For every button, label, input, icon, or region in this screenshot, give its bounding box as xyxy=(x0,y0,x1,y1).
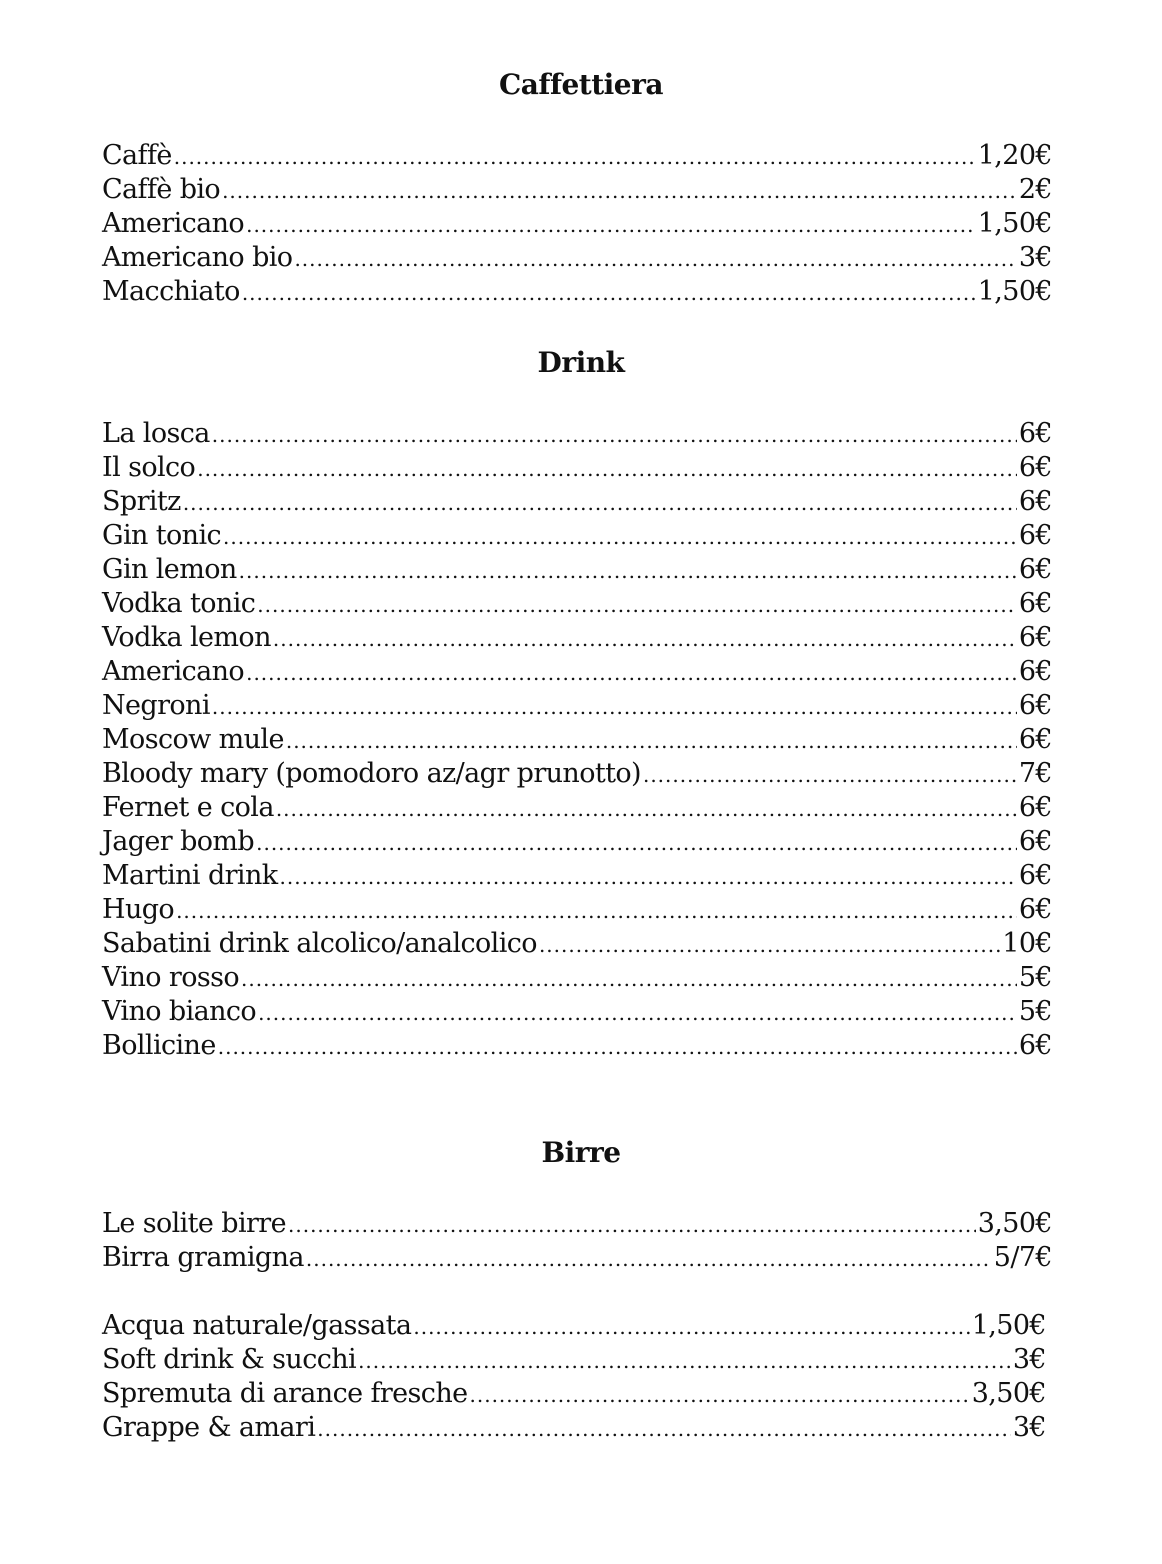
menu-item xyxy=(102,927,1052,961)
menu-item xyxy=(102,275,1052,309)
dot-leader xyxy=(294,242,1016,276)
item-price: 5€ xyxy=(1018,996,1052,1027)
dot-leader xyxy=(286,724,1017,758)
section-title-caffettiera: Caffettiera xyxy=(498,68,664,101)
item-name: La losca xyxy=(102,418,210,449)
item-price: 6€ xyxy=(1018,792,1052,823)
dot-leader xyxy=(539,928,1000,962)
dot-leader xyxy=(242,276,976,310)
dot-leader xyxy=(470,1378,970,1412)
menu-item xyxy=(102,1029,1052,1063)
item-price: 6€ xyxy=(1018,894,1052,925)
item-name: Americano xyxy=(102,208,245,239)
menu-item xyxy=(102,553,1052,587)
dot-leader xyxy=(176,894,1017,928)
item-price: 3,50€ xyxy=(977,1208,1052,1239)
item-name: Americano xyxy=(102,656,245,687)
item-price: 1,50€ xyxy=(977,276,1052,307)
item-price: 3€ xyxy=(1018,242,1052,273)
menu-item xyxy=(102,893,1052,927)
item-price: 6€ xyxy=(1018,656,1052,687)
dot-leader xyxy=(643,758,1017,792)
dot-leader xyxy=(246,656,1017,690)
item-name: Negroni xyxy=(102,690,210,721)
item-name: Jager bomb xyxy=(102,826,255,857)
item-name: Soft drink & succhi xyxy=(102,1344,357,1375)
item-price: 7€ xyxy=(1018,758,1052,789)
item-name: Birra gramigna xyxy=(102,1242,304,1273)
menu-item xyxy=(102,995,1052,1029)
caffettiera-list xyxy=(102,139,1052,309)
menu-item xyxy=(102,825,1052,859)
dot-leader xyxy=(273,622,1017,656)
menu-item xyxy=(102,173,1052,207)
dot-leader xyxy=(276,792,1017,826)
item-name: Gin lemon xyxy=(102,554,237,585)
menu-item xyxy=(102,961,1052,995)
menu-item xyxy=(102,587,1052,621)
item-price: 1,50€ xyxy=(977,208,1052,239)
item-name: Americano bio xyxy=(102,242,293,273)
item-price: 6€ xyxy=(1018,520,1052,551)
menu-item xyxy=(102,757,1052,791)
menu-item xyxy=(102,859,1052,893)
drink-list xyxy=(102,417,1052,1063)
item-name: Vino bianco xyxy=(102,996,257,1027)
birre-list xyxy=(102,1207,1052,1275)
dot-leader xyxy=(183,486,1017,520)
menu-item xyxy=(102,689,1052,723)
item-name: Le solite birre xyxy=(102,1208,286,1239)
item-name: Caffè bio xyxy=(102,174,221,205)
item-price: 6€ xyxy=(1018,452,1052,483)
dot-leader xyxy=(197,452,1017,486)
item-price: 6€ xyxy=(1018,588,1052,619)
item-price: 5/7€ xyxy=(993,1242,1052,1273)
dot-leader xyxy=(212,418,1017,452)
dot-leader xyxy=(174,140,976,174)
item-price: 6€ xyxy=(1018,418,1052,449)
item-name: Macchiato xyxy=(102,276,240,307)
menu-item xyxy=(102,1377,1046,1411)
menu-item xyxy=(102,207,1052,241)
dot-leader xyxy=(241,962,1017,996)
item-name: Hugo xyxy=(102,894,175,925)
item-price: 1,20€ xyxy=(977,140,1052,171)
dot-leader xyxy=(218,1030,1017,1064)
item-name: Spritz xyxy=(102,486,181,517)
item-name: Caffè xyxy=(102,140,172,171)
menu-item xyxy=(102,451,1052,485)
dot-leader xyxy=(288,1208,976,1242)
menu-item xyxy=(102,1411,1046,1445)
item-price: 3€ xyxy=(1012,1344,1046,1375)
item-price: 6€ xyxy=(1018,1030,1052,1061)
dot-leader xyxy=(256,826,1017,860)
item-price: 6€ xyxy=(1018,554,1052,585)
item-name: Bloody mary (pomodoro az/agr prunotto) xyxy=(102,758,641,789)
item-name: Bollicine xyxy=(102,1030,216,1061)
dot-leader xyxy=(257,588,1017,622)
dot-leader xyxy=(222,174,1017,208)
menu-item xyxy=(102,1241,1052,1275)
menu-item xyxy=(102,723,1052,757)
item-price: 6€ xyxy=(1018,860,1052,891)
other-drinks-list xyxy=(102,1309,1046,1445)
section-title-birre: Birre xyxy=(541,1136,621,1169)
item-price: 6€ xyxy=(1018,690,1052,721)
item-name: Moscow mule xyxy=(102,724,284,755)
menu-item xyxy=(102,655,1052,689)
item-name: Vino rosso xyxy=(102,962,240,993)
item-name: Acqua naturale/gassata xyxy=(102,1310,412,1341)
item-name: Il solco xyxy=(102,452,196,483)
dot-leader xyxy=(358,1344,1011,1378)
item-name: Martini drink xyxy=(102,860,278,891)
menu-item xyxy=(102,1343,1046,1377)
dot-leader xyxy=(413,1310,969,1344)
dot-leader xyxy=(317,1412,1011,1446)
menu-item xyxy=(102,139,1052,173)
item-name: Spremuta di arance fresche xyxy=(102,1378,468,1409)
item-name: Vodka tonic xyxy=(102,588,256,619)
menu-item xyxy=(102,417,1052,451)
dot-leader xyxy=(239,554,1017,588)
dot-leader xyxy=(212,690,1017,724)
item-price: 1,50€ xyxy=(971,1310,1046,1341)
item-name: Fernet e cola xyxy=(102,792,274,823)
item-price: 6€ xyxy=(1018,622,1052,653)
menu-item xyxy=(102,791,1052,825)
item-price: 6€ xyxy=(1018,826,1052,857)
item-price: 2€ xyxy=(1018,174,1052,205)
dot-leader xyxy=(280,860,1017,894)
menu-item xyxy=(102,519,1052,553)
menu-item xyxy=(102,1207,1052,1241)
item-price: 6€ xyxy=(1018,486,1052,517)
item-price: 6€ xyxy=(1018,724,1052,755)
item-name: Vodka lemon xyxy=(102,622,271,653)
menu-item xyxy=(102,621,1052,655)
item-name: Grappe & amari xyxy=(102,1412,316,1443)
menu-item xyxy=(102,1309,1046,1343)
dot-leader xyxy=(223,520,1017,554)
item-name: Sabatini drink alcolico/analcolico xyxy=(102,928,537,959)
item-name: Gin tonic xyxy=(102,520,222,551)
item-price: 5€ xyxy=(1018,962,1052,993)
menu-item xyxy=(102,485,1052,519)
dot-leader xyxy=(246,208,976,242)
dot-leader xyxy=(258,996,1017,1030)
item-price: 10€ xyxy=(1002,928,1052,959)
item-price: 3,50€ xyxy=(971,1378,1046,1409)
item-price: 3€ xyxy=(1012,1412,1046,1443)
section-title-drink: Drink xyxy=(537,346,625,379)
menu-item xyxy=(102,241,1052,275)
dot-leader xyxy=(306,1242,992,1276)
